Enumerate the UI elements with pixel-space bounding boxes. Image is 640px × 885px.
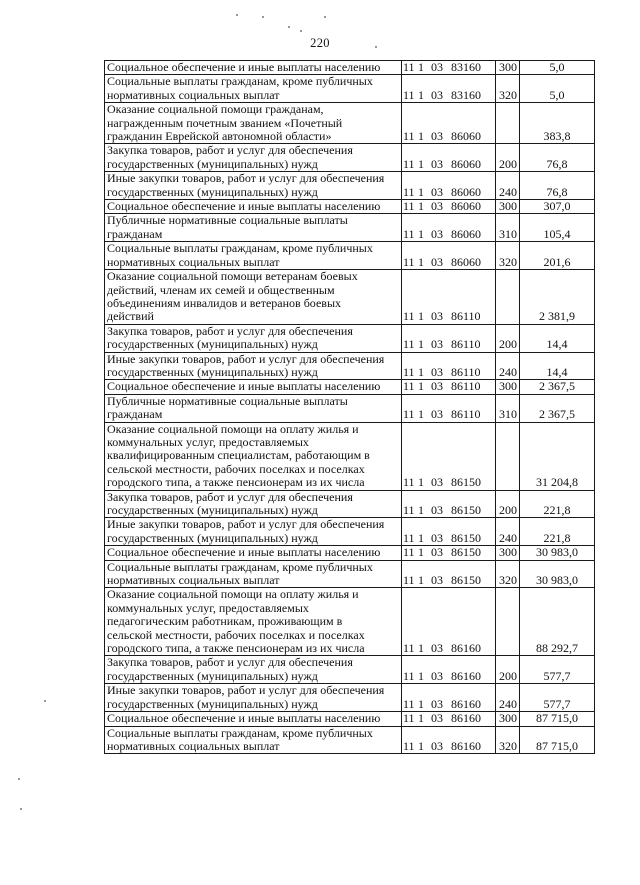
code-part-c2: 1 [418, 337, 424, 352]
code-part-c4: 86060 [451, 184, 481, 199]
code-part-c1: 11 [403, 530, 415, 545]
code-part-c2: 1 [418, 60, 424, 74]
amount-value: 88 292,7 [520, 588, 595, 656]
expense-name-line: нормативных социальных выплат [107, 573, 280, 588]
expense-name-line: Иные закупки товаров, работ и услуг для обеспечения [107, 171, 385, 186]
table-row [105, 144, 595, 172]
code-part-c4: 86150 [451, 545, 481, 560]
code-part-c2: 1 [418, 156, 424, 171]
table-row [105, 61, 595, 75]
expense-name-line: Социальное обеспечение и иные выплаты населению [107, 545, 381, 560]
code-part-c1: 11 [403, 254, 415, 269]
code-part-c4: 86060 [451, 156, 481, 171]
target-article-code [402, 214, 496, 242]
expense-name-line: нормативных социальных выплат [107, 738, 280, 753]
code-part-c2: 1 [418, 199, 424, 214]
amount-value: 2 367,5 [520, 394, 595, 422]
amount-value: 383,8 [520, 103, 595, 144]
amount-value: 87 715,0 [520, 712, 595, 726]
amount-value: 76,8 [520, 172, 595, 200]
code-part-c3: 03 [431, 226, 443, 241]
code-part-c3: 03 [431, 254, 443, 269]
code-part-c4: 86150 [451, 573, 481, 588]
expense-type-code: 300 [496, 380, 520, 394]
code-part-c1: 11 [403, 337, 415, 352]
code-part-c2: 1 [418, 407, 424, 422]
code-part-c2: 1 [418, 379, 424, 394]
target-article-code [402, 712, 496, 726]
code-part-c4: 86060 [451, 129, 481, 144]
table-row [105, 588, 595, 656]
code-part-c4: 86060 [451, 254, 481, 269]
code-part-c3: 03 [431, 711, 443, 726]
code-part-c2: 1 [418, 696, 424, 711]
expense-name [105, 75, 402, 103]
table-row [105, 726, 595, 754]
code-part-c3: 03 [431, 530, 443, 545]
code-part-c3: 03 [431, 573, 443, 588]
target-article-code [402, 560, 496, 588]
expense-type-code [496, 103, 520, 144]
expense-name-line: государственных (муниципальных) нужд [107, 530, 318, 545]
expense-type-code: 320 [496, 242, 520, 270]
target-article-code [402, 422, 496, 490]
code-part-c1: 11 [403, 364, 415, 379]
expense-name-line: Оказание социальной помощи на оплату жилья и [107, 422, 359, 436]
expense-name-line: квалифицированным специалистам, работающим в [107, 448, 370, 463]
expense-name [105, 172, 402, 200]
expense-type-code: 300 [496, 200, 520, 214]
expense-name [105, 352, 402, 380]
target-article-code [402, 324, 496, 352]
code-part-c3: 03 [431, 156, 443, 171]
target-article-code [402, 656, 496, 684]
code-part-c4: 86160 [451, 641, 481, 656]
code-part-c2: 1 [418, 475, 424, 490]
table-row [105, 380, 595, 394]
expense-name-line: действий [107, 309, 154, 324]
expense-type-code: 300 [496, 712, 520, 726]
amount-value: 221,8 [520, 518, 595, 546]
code-part-c1: 11 [403, 226, 415, 241]
table-row [105, 422, 595, 490]
amount-value: 14,4 [520, 352, 595, 380]
expense-name-line: награжденным почетным званием «Почетный [107, 115, 343, 130]
budget-table [104, 60, 595, 754]
code-part-c3: 03 [431, 668, 443, 683]
expense-type-code: 200 [496, 490, 520, 518]
target-article-code [402, 684, 496, 712]
expense-name [105, 656, 402, 684]
amount-value: 31 204,8 [520, 422, 595, 490]
target-article-code [402, 490, 496, 518]
code-part-c1: 11 [403, 199, 415, 214]
expense-name-line: городского типа, а также пенсионерам из их числа [107, 475, 365, 490]
code-part-c4: 83160 [451, 60, 481, 74]
target-article-code [402, 144, 496, 172]
code-part-c1: 11 [403, 407, 415, 422]
target-article-code [402, 172, 496, 200]
code-part-c3: 03 [431, 199, 443, 214]
target-article-code [402, 103, 496, 144]
expense-type-code: 320 [496, 75, 520, 103]
code-part-c1: 11 [403, 668, 415, 683]
code-part-c1: 11 [403, 711, 415, 726]
code-part-c2: 1 [418, 573, 424, 588]
code-part-c3: 03 [431, 379, 443, 394]
expense-name-line: сельской местности, рабочих поселках и поселках [107, 627, 365, 642]
expense-name-line: Иные закупки товаров, работ и услуг для обеспечения [107, 683, 385, 698]
code-part-c1: 11 [403, 738, 415, 753]
code-part-c1: 11 [403, 156, 415, 171]
expense-name-line: Социальное обеспечение и иные выплаты населению [107, 60, 381, 74]
expense-name-line: государственных (муниципальных) нужд [107, 503, 318, 517]
expense-name-line: Закупка товаров, работ и услуг для обеспечения [107, 655, 353, 670]
expense-name-line: гражданам [107, 407, 163, 422]
expense-name [105, 144, 402, 172]
amount-value: 307,0 [520, 200, 595, 214]
code-part-c3: 03 [431, 696, 443, 711]
target-article-code [402, 352, 496, 380]
expense-name-line: Закупка товаров, работ и услуг для обеспечения [107, 324, 353, 338]
code-part-c2: 1 [418, 530, 424, 545]
expense-name-line: Социальное обеспечение и иные выплаты населению [107, 199, 381, 214]
code-part-c1: 11 [403, 129, 415, 144]
expense-name [105, 242, 402, 270]
expense-name-line: Оказание социальной помощи ветеранам боевых [107, 269, 358, 284]
table-row [105, 490, 595, 518]
scan-speck [236, 14, 238, 16]
code-part-c2: 1 [418, 87, 424, 102]
code-part-c1: 11 [403, 60, 415, 74]
expense-name-line: нормативных социальных выплат [107, 254, 280, 269]
table-row [105, 270, 595, 325]
code-part-c4: 86060 [451, 226, 481, 241]
expense-name-line: государственных (муниципальных) нужд [107, 696, 318, 711]
table-row [105, 684, 595, 712]
amount-value: 30 983,0 [520, 560, 595, 588]
code-part-c1: 11 [403, 641, 415, 656]
expense-name-line: городского типа, а также пенсионерам из их числа [107, 641, 365, 656]
code-part-c2: 1 [418, 129, 424, 144]
expense-type-code [496, 270, 520, 325]
scan-speck [300, 30, 302, 32]
expense-name [105, 490, 402, 518]
expense-type-code: 300 [496, 546, 520, 560]
code-part-c4: 86150 [451, 475, 481, 490]
code-part-c2: 1 [418, 309, 424, 324]
scan-speck [20, 808, 22, 810]
expense-name [105, 588, 402, 656]
scan-speck [288, 26, 290, 28]
table-row [105, 242, 595, 270]
code-part-c3: 03 [431, 364, 443, 379]
budget-table-body [105, 61, 595, 754]
expense-name-line: государственных (муниципальных) нужд [107, 364, 318, 379]
expense-name-line: действий, членам их семей и общественным [107, 282, 335, 297]
scan-speck [18, 778, 20, 780]
code-part-c3: 03 [431, 407, 443, 422]
expense-name [105, 684, 402, 712]
expense-name-line: объединениям инвалидов и ветеранов боевых [107, 295, 342, 310]
expense-name-line: Закупка товаров, работ и услуг для обеспечения [107, 143, 353, 158]
code-part-c4: 83160 [451, 87, 481, 102]
code-part-c4: 86110 [451, 379, 481, 394]
expense-name-line: государственных (муниципальных) нужд [107, 337, 318, 352]
scan-speck [44, 700, 46, 702]
code-part-c4: 86110 [451, 407, 481, 422]
expense-name [105, 394, 402, 422]
expense-name [105, 422, 402, 490]
expense-name-line: гражданам [107, 226, 163, 241]
expense-name-line: коммунальных услуг, предоставляемых [107, 600, 309, 615]
expense-name-line: Социальные выплаты гражданам, кроме публичных [107, 241, 373, 256]
expense-name [105, 546, 402, 560]
code-part-c4: 86160 [451, 738, 481, 753]
expense-name-line: государственных (муниципальных) нужд [107, 156, 318, 171]
expense-name-line: Социальные выплаты гражданам, кроме публичных [107, 726, 373, 740]
table-row [105, 518, 595, 546]
expense-name [105, 726, 402, 754]
expense-name-line: нормативных социальных выплат [107, 87, 280, 102]
target-article-code [402, 270, 496, 325]
scan-speck [324, 16, 326, 18]
code-part-c1: 11 [403, 573, 415, 588]
expense-type-code: 200 [496, 324, 520, 352]
code-part-c3: 03 [431, 641, 443, 656]
code-part-c3: 03 [431, 503, 443, 517]
expense-name [105, 380, 402, 394]
amount-value: 2 367,5 [520, 380, 595, 394]
expense-name-line: гражданин Еврейской автономной области» [107, 129, 332, 144]
table-row [105, 172, 595, 200]
code-part-c3: 03 [431, 129, 443, 144]
expense-type-code: 310 [496, 394, 520, 422]
expense-type-code: 240 [496, 518, 520, 546]
code-part-c2: 1 [418, 641, 424, 656]
code-part-c2: 1 [418, 364, 424, 379]
amount-value: 577,7 [520, 684, 595, 712]
expense-name-line: сельской местности, рабочих поселках и поселках [107, 461, 365, 476]
expense-name [105, 200, 402, 214]
table-row [105, 200, 595, 214]
table-row [105, 103, 595, 144]
expense-type-code [496, 422, 520, 490]
table-row [105, 656, 595, 684]
target-article-code [402, 726, 496, 754]
code-part-c2: 1 [418, 545, 424, 560]
expense-name-line: государственных (муниципальных) нужд [107, 668, 318, 683]
code-part-c2: 1 [418, 503, 424, 517]
expense-name-line: Публичные нормативные социальные выплаты [107, 213, 348, 228]
code-part-c2: 1 [418, 226, 424, 241]
code-part-c3: 03 [431, 60, 443, 74]
expense-name-line: Закупка товаров, работ и услуг для обеспечения [107, 490, 353, 504]
code-part-c2: 1 [418, 738, 424, 753]
amount-value: 30 983,0 [520, 546, 595, 560]
code-part-c4: 86110 [451, 337, 481, 352]
amount-value: 76,8 [520, 144, 595, 172]
table-row [105, 560, 595, 588]
target-article-code [402, 61, 496, 75]
expense-type-code: 240 [496, 172, 520, 200]
expense-name-line: Публичные нормативные социальные выплаты [107, 394, 348, 408]
code-part-c1: 11 [403, 696, 415, 711]
expense-name [105, 103, 402, 144]
expense-name [105, 214, 402, 242]
table-row [105, 75, 595, 103]
code-part-c1: 11 [403, 475, 415, 490]
expense-name-line: государственных (муниципальных) нужд [107, 184, 318, 199]
table-row [105, 324, 595, 352]
expense-name-line: Иные закупки товаров, работ и услуг для обеспечения [107, 352, 385, 366]
target-article-code [402, 75, 496, 103]
code-part-c3: 03 [431, 475, 443, 490]
expense-type-code: 240 [496, 684, 520, 712]
code-part-c4: 86160 [451, 696, 481, 711]
table-row [105, 352, 595, 380]
expense-name [105, 61, 402, 75]
code-part-c4: 86150 [451, 503, 481, 517]
expense-type-code: 310 [496, 214, 520, 242]
expense-name [105, 324, 402, 352]
expense-type-code: 300 [496, 61, 520, 75]
expense-name-line: коммунальных услуг, предоставляемых [107, 434, 309, 449]
expense-name-line: педагогическим работникам, проживающим в [107, 614, 343, 629]
amount-value: 2 381,9 [520, 270, 595, 325]
code-part-c3: 03 [431, 184, 443, 199]
expense-name [105, 560, 402, 588]
code-part-c3: 03 [431, 545, 443, 560]
expense-name [105, 518, 402, 546]
expense-name-line: Социальное обеспечение и иные выплаты населению [107, 711, 381, 726]
scan-speck [262, 16, 264, 18]
expense-type-code [496, 588, 520, 656]
code-part-c4: 86150 [451, 530, 481, 545]
table-row [105, 214, 595, 242]
code-part-c2: 1 [418, 711, 424, 726]
code-part-c1: 11 [403, 184, 415, 199]
code-part-c1: 11 [403, 87, 415, 102]
code-part-c2: 1 [418, 254, 424, 269]
code-part-c3: 03 [431, 309, 443, 324]
code-part-c1: 11 [403, 545, 415, 560]
expense-type-code: 320 [496, 726, 520, 754]
expense-name-line: Иные закупки товаров, работ и услуг для обеспечения [107, 517, 385, 532]
code-part-c4: 86160 [451, 668, 481, 683]
code-part-c1: 11 [403, 379, 415, 394]
code-part-c1: 11 [403, 309, 415, 324]
code-part-c3: 03 [431, 738, 443, 753]
expense-type-code: 200 [496, 144, 520, 172]
code-part-c1: 11 [403, 503, 415, 517]
code-part-c3: 03 [431, 87, 443, 102]
target-article-code [402, 200, 496, 214]
expense-type-code: 240 [496, 352, 520, 380]
expense-name-line: Социальные выплаты гражданам, кроме публичных [107, 74, 373, 89]
expense-name-line: Социальное обеспечение и иные выплаты населению [107, 379, 381, 394]
code-part-c4: 86160 [451, 711, 481, 726]
scan-speck [375, 46, 377, 48]
code-part-c4: 86060 [451, 199, 481, 214]
code-part-c2: 1 [418, 184, 424, 199]
amount-value: 577,7 [520, 656, 595, 684]
code-part-c2: 1 [418, 668, 424, 683]
expense-type-code: 320 [496, 560, 520, 588]
table-row [105, 394, 595, 422]
page-number: 220 [310, 36, 330, 50]
target-article-code [402, 518, 496, 546]
table-row [105, 712, 595, 726]
expense-name [105, 270, 402, 325]
code-part-c4: 86110 [451, 309, 481, 324]
amount-value: 221,8 [520, 490, 595, 518]
table-row [105, 546, 595, 560]
expense-name-line: Оказание социальной помощи на оплату жилья и [107, 587, 359, 602]
target-article-code [402, 380, 496, 394]
target-article-code [402, 546, 496, 560]
expense-name-line: Оказание социальной помощи гражданам, [107, 102, 324, 117]
amount-value: 87 715,0 [520, 726, 595, 754]
expense-name [105, 712, 402, 726]
amount-value: 201,6 [520, 242, 595, 270]
expense-type-code: 200 [496, 656, 520, 684]
amount-value: 105,4 [520, 214, 595, 242]
expense-name-line: Социальные выплаты гражданам, кроме публичных [107, 560, 373, 574]
code-part-c4: 86110 [451, 364, 481, 379]
amount-value: 14,4 [520, 324, 595, 352]
amount-value: 5,0 [520, 75, 595, 103]
target-article-code [402, 394, 496, 422]
target-article-code [402, 588, 496, 656]
code-part-c3: 03 [431, 337, 443, 352]
amount-value: 5,0 [520, 61, 595, 75]
target-article-code [402, 242, 496, 270]
